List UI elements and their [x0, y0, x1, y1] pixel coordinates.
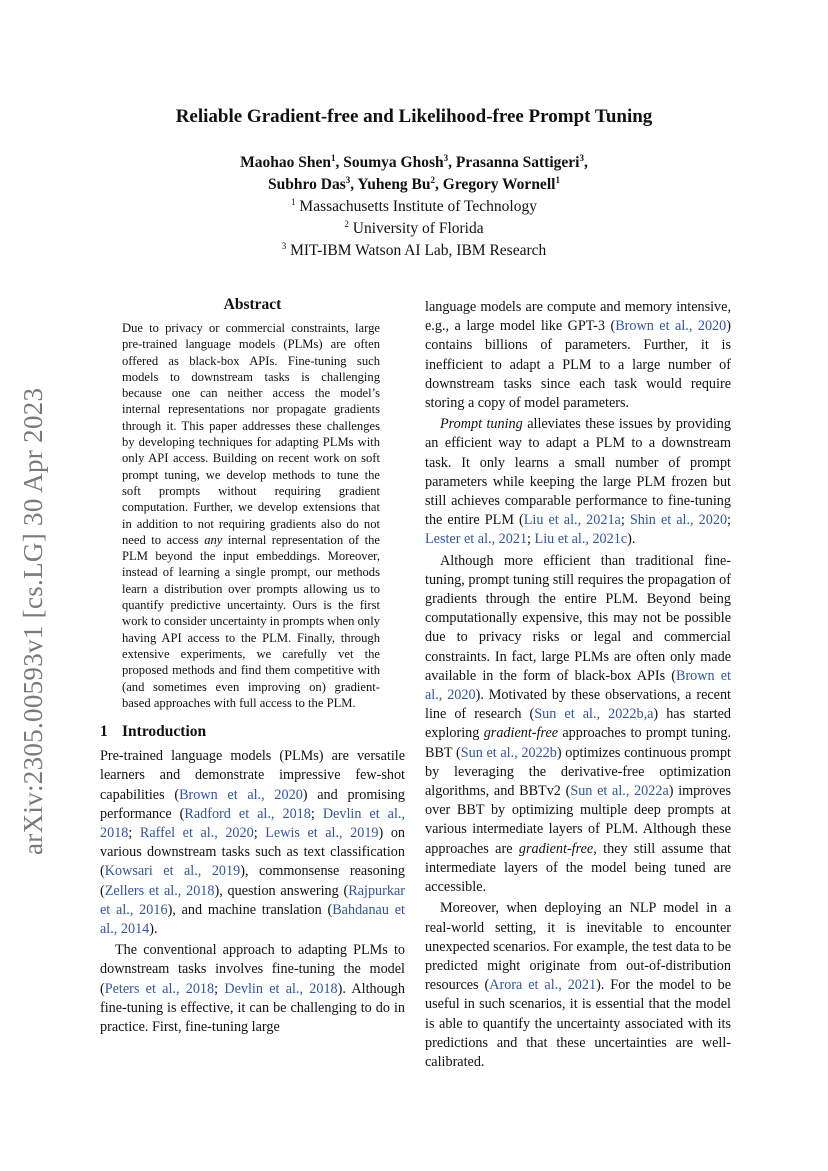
author-block — [0, 152, 828, 262]
text-run: alleviates these issues by providing an efficient way to adapt a PLM to a downstream task. It only learns a small number of prompt parameters while keeping the large PLM frozen but still achieves comparable performance to fine-tuning the entire PLM ( — [425, 416, 731, 529]
author-name: Maohao Shen — [240, 154, 332, 171]
text-run: ; — [620, 512, 630, 529]
affiliation-name: MIT-IBM Watson AI Lab, IBM Research — [286, 242, 547, 259]
text-run: internal representation of the PLM beyond the input embeddings. Moreover, instead of learning a single prompt, our methods learn a distribution over prompts allowing us to quantify predictive uncertainty. Ours is the first work to consider uncertainty in prompts when only having API access to the PLM. Finally, through extensive experiments, we carefully vet the proposed methods and find them competitive with (and sometimes even improving on) gradient-based approaches with full access to the PLM. — [122, 532, 380, 710]
citation-link[interactable]: Liu et al., 2021a — [523, 512, 621, 529]
body-paragraph — [100, 747, 405, 939]
text-run: Due to privacy or commercial constraints, large pre-trained language models (PLMs) are often offered as black-box APIs. Fine-tuning such models to downstream tasks is challenging because one can neither access the model’s internal representations nor propagate gradients through it. This paper addresses these challenges by developing techniques for adapting PLMs with only API access. Building on recent work on soft prompt tuning, we develop methods to tune the soft prompts without requiring gradient computation. Further, we develop extensions that in addition to not requiring gradients also do not need to access — [122, 321, 380, 547]
text-run: ) improves over BBT by optimizing multiple deep prompts at various intermediate layers of PLM. Although these approaches are — [425, 783, 731, 857]
author-separator: , — [583, 154, 588, 171]
abstract-heading: Abstract — [223, 296, 282, 313]
text-run: ) contains billions of parameters. Further, it is inefficient to adapt a PLM to a large number of downstream tasks since each task would require storing a copy of model parameters. — [425, 318, 731, 412]
text-run: , they still assume that intermediate layers of the model being tuned are accessible. — [425, 840, 731, 896]
citation-link[interactable]: Raffel et al., 2020 — [139, 824, 254, 841]
text-run: ) on various downstream tasks such as text classification ( — [100, 824, 406, 880]
text-run: ; — [253, 824, 266, 841]
author-affiliation-mark: 3 — [443, 152, 449, 163]
affiliation — [0, 218, 828, 240]
citation-link[interactable]: Brown et al., 2020 — [425, 667, 731, 704]
author-affiliation-mark: 3 — [579, 152, 584, 163]
citation-link[interactable]: Arora et al., 2021 — [489, 977, 597, 994]
arxiv-stamp: arXiv:2305.00593v1 [cs.LG] 30 Apr 2023 — [18, 387, 48, 855]
citation-link[interactable]: Brown et al., 2020 — [615, 318, 727, 335]
text-run: ). Motivated by these observations, a recent line of research ( — [425, 687, 731, 723]
author-affiliation-mark: 3 — [345, 174, 351, 185]
text-run: ; — [727, 512, 731, 529]
affiliation-list — [0, 196, 828, 262]
affiliation-mark: 3 — [281, 240, 287, 251]
section-title: Introduction — [122, 723, 207, 741]
left-column — [100, 296, 405, 1037]
text-run: approaches to prompt tuning. BBT ( — [425, 725, 731, 761]
affiliation-mark: 2 — [344, 218, 349, 229]
section-number: 1 — [100, 723, 108, 741]
citation-link[interactable]: Kowsari et al., 2019 — [104, 863, 241, 880]
author-separator: , — [448, 154, 456, 171]
text-run: ), commonsense reasoning ( — [100, 863, 405, 899]
text-run: ). — [627, 531, 636, 548]
author-separator: , — [350, 176, 358, 193]
text-run: ). For the model to be useful in such scenarios, it is essential that the model is able to quantify the uncertainty associated with its predictions and that these uncertainties are well-calibrated. — [425, 977, 731, 1070]
author-name: Yuheng Bu — [357, 176, 431, 193]
citation-link[interactable]: Devlin et al., 2018 — [100, 805, 406, 841]
author-name: Subhro Das — [268, 176, 346, 193]
emphasis-text: gradient-free — [518, 840, 594, 857]
citation-link[interactable]: Brown et al., 2020 — [179, 786, 303, 803]
text-run: ). — [149, 920, 158, 937]
author-name: Gregory Wornell — [442, 176, 556, 193]
citation-link[interactable]: Rajpurkar et al., 2016 — [100, 882, 405, 918]
citation-link[interactable]: Lewis et al., 2019 — [265, 824, 379, 841]
emphasis-text: any — [204, 532, 223, 547]
citation-link[interactable]: Shin et al., 2020 — [629, 512, 728, 529]
text-run: ; — [128, 824, 140, 841]
text-run: ) optimizes continuous prompt by leveraging the derivative-free optimization algorithms, and BBTv2 ( — [425, 744, 731, 800]
author-line-1 — [0, 152, 828, 174]
author-affiliation-mark: 2 — [430, 174, 436, 185]
body-paragraph — [425, 899, 731, 1072]
citation-link[interactable]: Sun et al., 2022b,a — [534, 706, 654, 723]
text-run: The conventional approach to adapting PLMs to downstream tasks involves fine-tuning the model ( — [100, 942, 405, 997]
text-run: ) has started exploring — [425, 706, 731, 742]
author-affiliation-mark: 1 — [331, 152, 336, 163]
author-name: Soumya Ghosh — [343, 154, 444, 171]
citation-link[interactable]: Sun et al., 2022b — [460, 744, 557, 761]
section-heading-introduction — [100, 723, 405, 741]
right-column — [425, 298, 731, 1072]
body-paragraph — [425, 415, 731, 549]
affiliation — [0, 240, 828, 262]
body-paragraph — [100, 941, 405, 1037]
citation-link[interactable]: Peters et al., 2018 — [104, 980, 215, 997]
citation-link[interactable]: Lester et al., 2021 — [425, 531, 528, 548]
text-run: Moreover, when deploying an NLP model in a real-world setting, it is inevitable to encounter unexpected scenarios. For example, the test data to be predicted might originate from out-of-distribution resources ( — [425, 900, 731, 994]
body-paragraph — [425, 552, 731, 898]
author-affiliation-mark: 1 — [555, 174, 560, 185]
citation-link[interactable]: Bahdanau et al., 2014 — [100, 901, 405, 937]
affiliation-name: Massachusetts Institute of Technology — [295, 198, 537, 215]
citation-link[interactable]: Radford et al., 2018 — [184, 805, 311, 822]
citation-link[interactable]: Devlin et al., 2018 — [224, 980, 338, 997]
right-body — [425, 298, 731, 1072]
affiliation — [0, 196, 828, 218]
affiliation-name: University of Florida — [348, 220, 484, 237]
text-run: ; — [527, 531, 535, 548]
affiliation-mark: 1 — [291, 196, 296, 207]
text-run: language models are compute and memory intensive, e.g., a large model like GPT-3 ( — [425, 299, 731, 335]
text-run: ), and machine translation ( — [167, 901, 333, 918]
paper-title: Reliable Gradient-free and Likelihood-free Prompt Tuning — [175, 106, 653, 127]
author-name: Prasanna Sattigeri — [455, 154, 580, 171]
abstract-text — [122, 320, 380, 711]
left-body — [100, 747, 405, 1037]
text-run: ), question answering ( — [214, 882, 349, 899]
text-run: ) and promising performance ( — [100, 786, 405, 822]
text-run: ). Although fine-tuning is effective, it can be challenging to do in practice. First, fine-tuning large — [100, 980, 405, 1035]
emphasis-text: gradient-free — [483, 725, 559, 742]
text-run: Although more efficient than traditional fine-tuning, prompt tuning still requires the propagation of gradients through the entire PLM. Beyond being computationally expensive, this may not be possible due to privacy risks or legal and commercial constraints. In fact, large PLMs are often only made available in the form of black-box APIs ( — [425, 552, 731, 684]
citation-link[interactable]: Zellers et al., 2018 — [104, 882, 215, 899]
text-run: ; — [214, 980, 225, 997]
author-separator: , — [435, 176, 443, 193]
text-run: Pre-trained language models (PLMs) are versatile learners and demonstrate impressive few-shot capabilities ( — [100, 748, 405, 803]
author-separator: , — [335, 154, 344, 171]
text-run: ; — [310, 805, 323, 822]
author-line-2 — [0, 174, 828, 196]
emphasis-text: Prompt tuning — [440, 416, 523, 433]
body-paragraph — [425, 298, 731, 413]
citation-link[interactable]: Sun et al., 2022a — [570, 783, 669, 800]
citation-link[interactable]: Liu et al., 2021c — [534, 531, 628, 548]
